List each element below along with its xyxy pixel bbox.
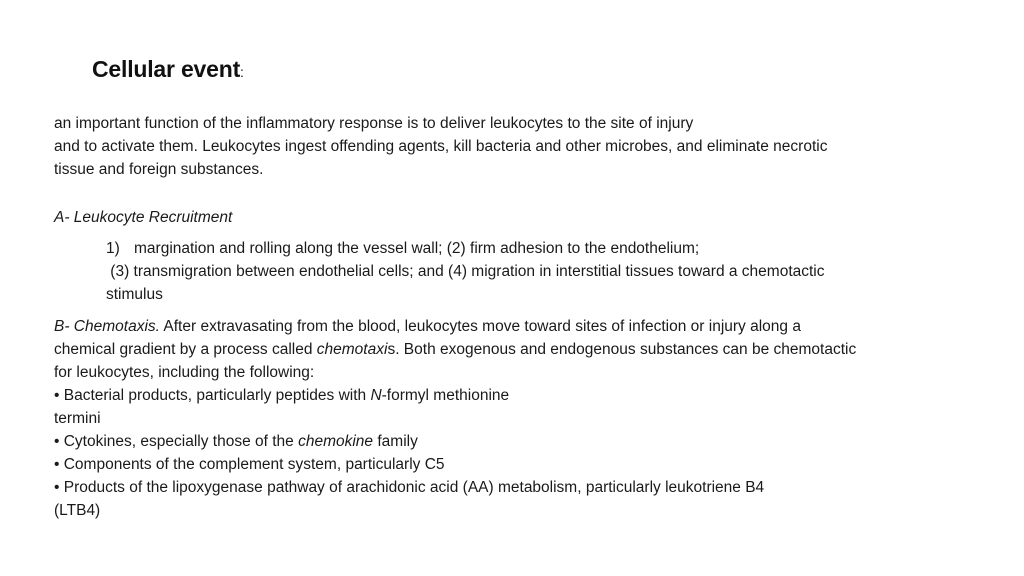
section-b-heading: B- Chemotaxis. xyxy=(54,318,160,335)
bullet-text: family xyxy=(373,433,418,450)
section-a-heading: A- Leukocyte Recruitment xyxy=(54,209,233,226)
section-b-line xyxy=(54,315,974,338)
list-item-continuation: (3) transmigration between endothelial cells; and (4) migration in interstitial tissues toward a chemotactic xyxy=(106,263,825,280)
bullet-emphasis: chemokine xyxy=(298,433,374,450)
slide-title-colon: : xyxy=(240,64,244,80)
bullet-text: • Bacterial products, particularly peptides with xyxy=(54,387,371,404)
list-item-number: 1) xyxy=(106,240,120,257)
intro-line: and to activate them. Leukocytes ingest offending agents, kill bacteria and other microbes, and eliminate necrotic xyxy=(54,138,828,155)
intro-line: an important function of the inflammatory response is to deliver leukocytes to the site of injury xyxy=(54,115,694,132)
section-b-text: chemical gradient by a process called xyxy=(54,341,317,358)
section-a-list xyxy=(106,237,825,306)
bullet-item xyxy=(54,384,974,407)
section-b-line: for leukocytes, including the following: xyxy=(54,364,315,381)
intro-paragraph xyxy=(54,112,974,181)
bullet-item: • Products of the lipoxygenase pathway of arachidonic acid (AA) metabolism, particularly leukotriene B4 xyxy=(54,479,765,496)
section-b-text: After extravasating from the blood, leukocytes move toward sites of infection or injury along a xyxy=(159,318,801,335)
bullet-item: • Components of the complement system, particularly C5 xyxy=(54,456,445,473)
bullet-text: • Cytokines, especially those of the xyxy=(54,433,299,450)
bullet-item xyxy=(54,430,974,453)
list-item-text: margination and rolling along the vessel wall; (2) firm adhesion to the endothelium; xyxy=(134,240,700,257)
bullet-text: -formyl methionine xyxy=(381,387,510,404)
slide-title-text: Cellular event xyxy=(92,56,241,82)
section-b-paragraph xyxy=(54,315,974,522)
bullet-continuation: termini xyxy=(54,410,101,427)
section-b-emphasis: chemotaxi xyxy=(316,341,388,358)
bullet-emphasis: N xyxy=(370,387,382,404)
list-item-continuation: stimulus xyxy=(106,286,163,303)
list-item xyxy=(106,237,825,260)
section-b-line xyxy=(54,338,974,361)
bullet-continuation: (LTB4) xyxy=(54,502,101,519)
slide-title xyxy=(92,56,244,83)
intro-line: tissue and foreign substances. xyxy=(54,161,264,178)
section-b-text: s. Both exogenous and endogenous substances can be chemotactic xyxy=(387,341,857,358)
